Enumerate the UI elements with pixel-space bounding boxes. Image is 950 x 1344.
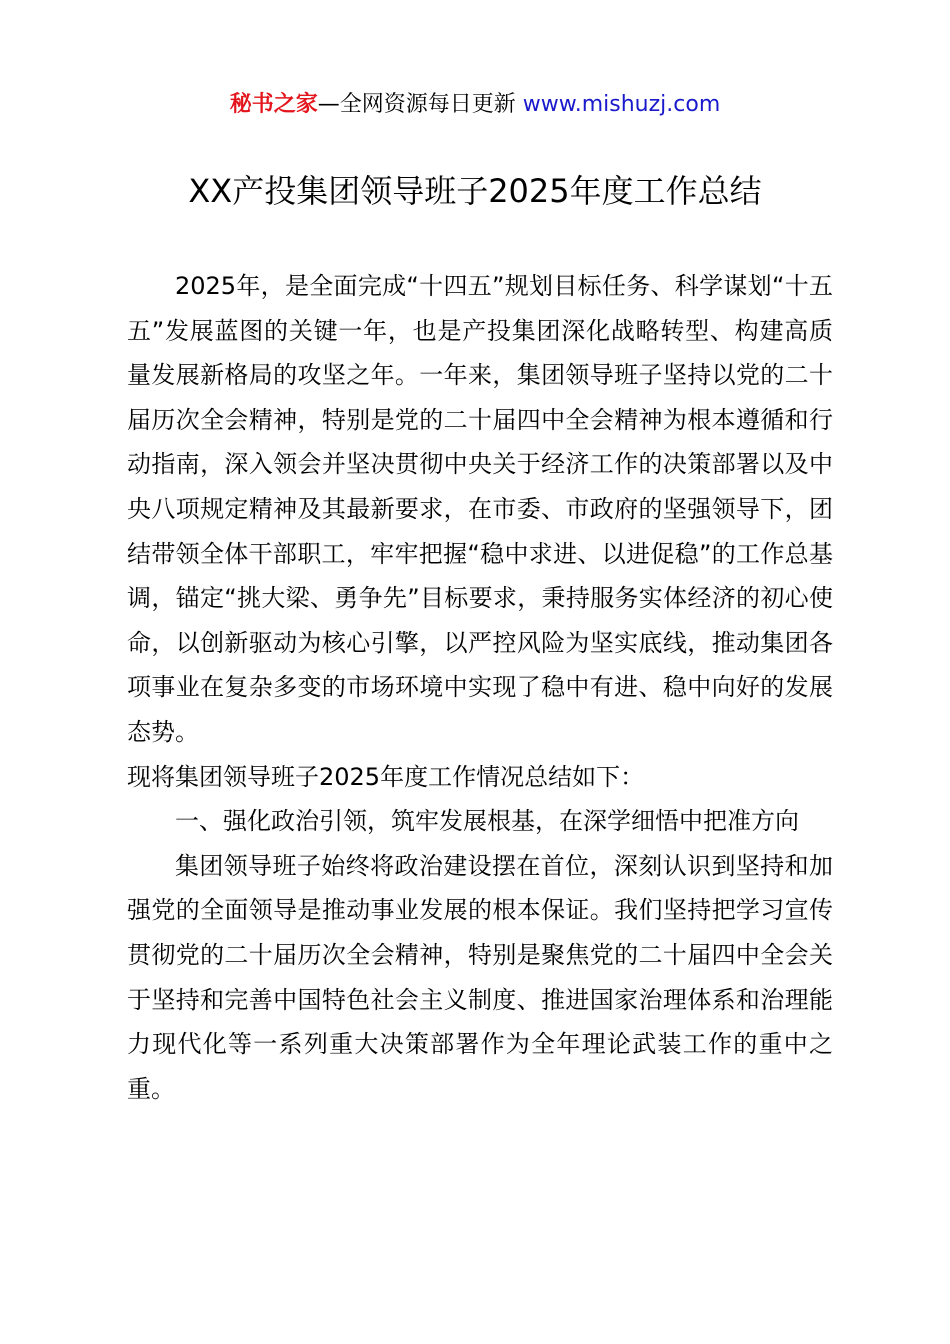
paragraph-intro: 2025年，是全面完成“十四五”规划目标任务、科学谋划“十五五”发展蓝图的关键一年，也是产投集团深化战略转型、构建高质量发展新格局的攻坚之年。一年来，集团领导班子坚持以党的二十届历次全会精神，特别是党的二十届四中全会精神为根本遵循和行动指南，深入领会并坚决贯彻中央关于经济工作的决策部署以及中央八项规定精神及其最新要求，在市委、市政府的坚强领导下，团结带领全体干部职工，牢牢把握“稳中求进、以进促稳”的工作总基调，锚定“挑大梁、勇争先”目标要求，秉持服务实体经济的初心使命，以创新驱动为核心引擎，以严控风险为坚实底线，推动集团各项事业在复杂多变的市场环境中实现了稳中有进、稳中向好的发展态势。: [127, 272, 833, 746]
document-body: [127, 264, 833, 1111]
paragraph-intro-tail: 现将集团领导班子2025年度工作情况总结如下：: [127, 762, 645, 791]
section-heading-1: 一、强化政治引领，筑牢发展根基，在深学细悟中把准方向: [175, 807, 799, 836]
site-header: [0, 88, 950, 122]
document-title: XX产投集团领导班子2025年度工作总结: [188, 172, 762, 210]
site-brand: 秘书之家: [229, 92, 318, 117]
site-url-link[interactable]: www.mishuzj.com: [522, 92, 721, 117]
site-tagline: —全网资源每日更新: [317, 92, 516, 117]
paragraph-section-1: 集团领导班子始终将政治建设摆在首位，深刻认识到坚持和加强党的全面领导是推动事业发展的根本保证。我们坚持把学习宣传贯彻党的二十届历次全会精神，特别是聚焦党的二十届四中全会关于坚持和完善中国特色社会主义制度、推进国家治理体系和治理能力现代化等一系列重大决策部署作为全年理论武装工作的重中之重。: [127, 851, 833, 1103]
